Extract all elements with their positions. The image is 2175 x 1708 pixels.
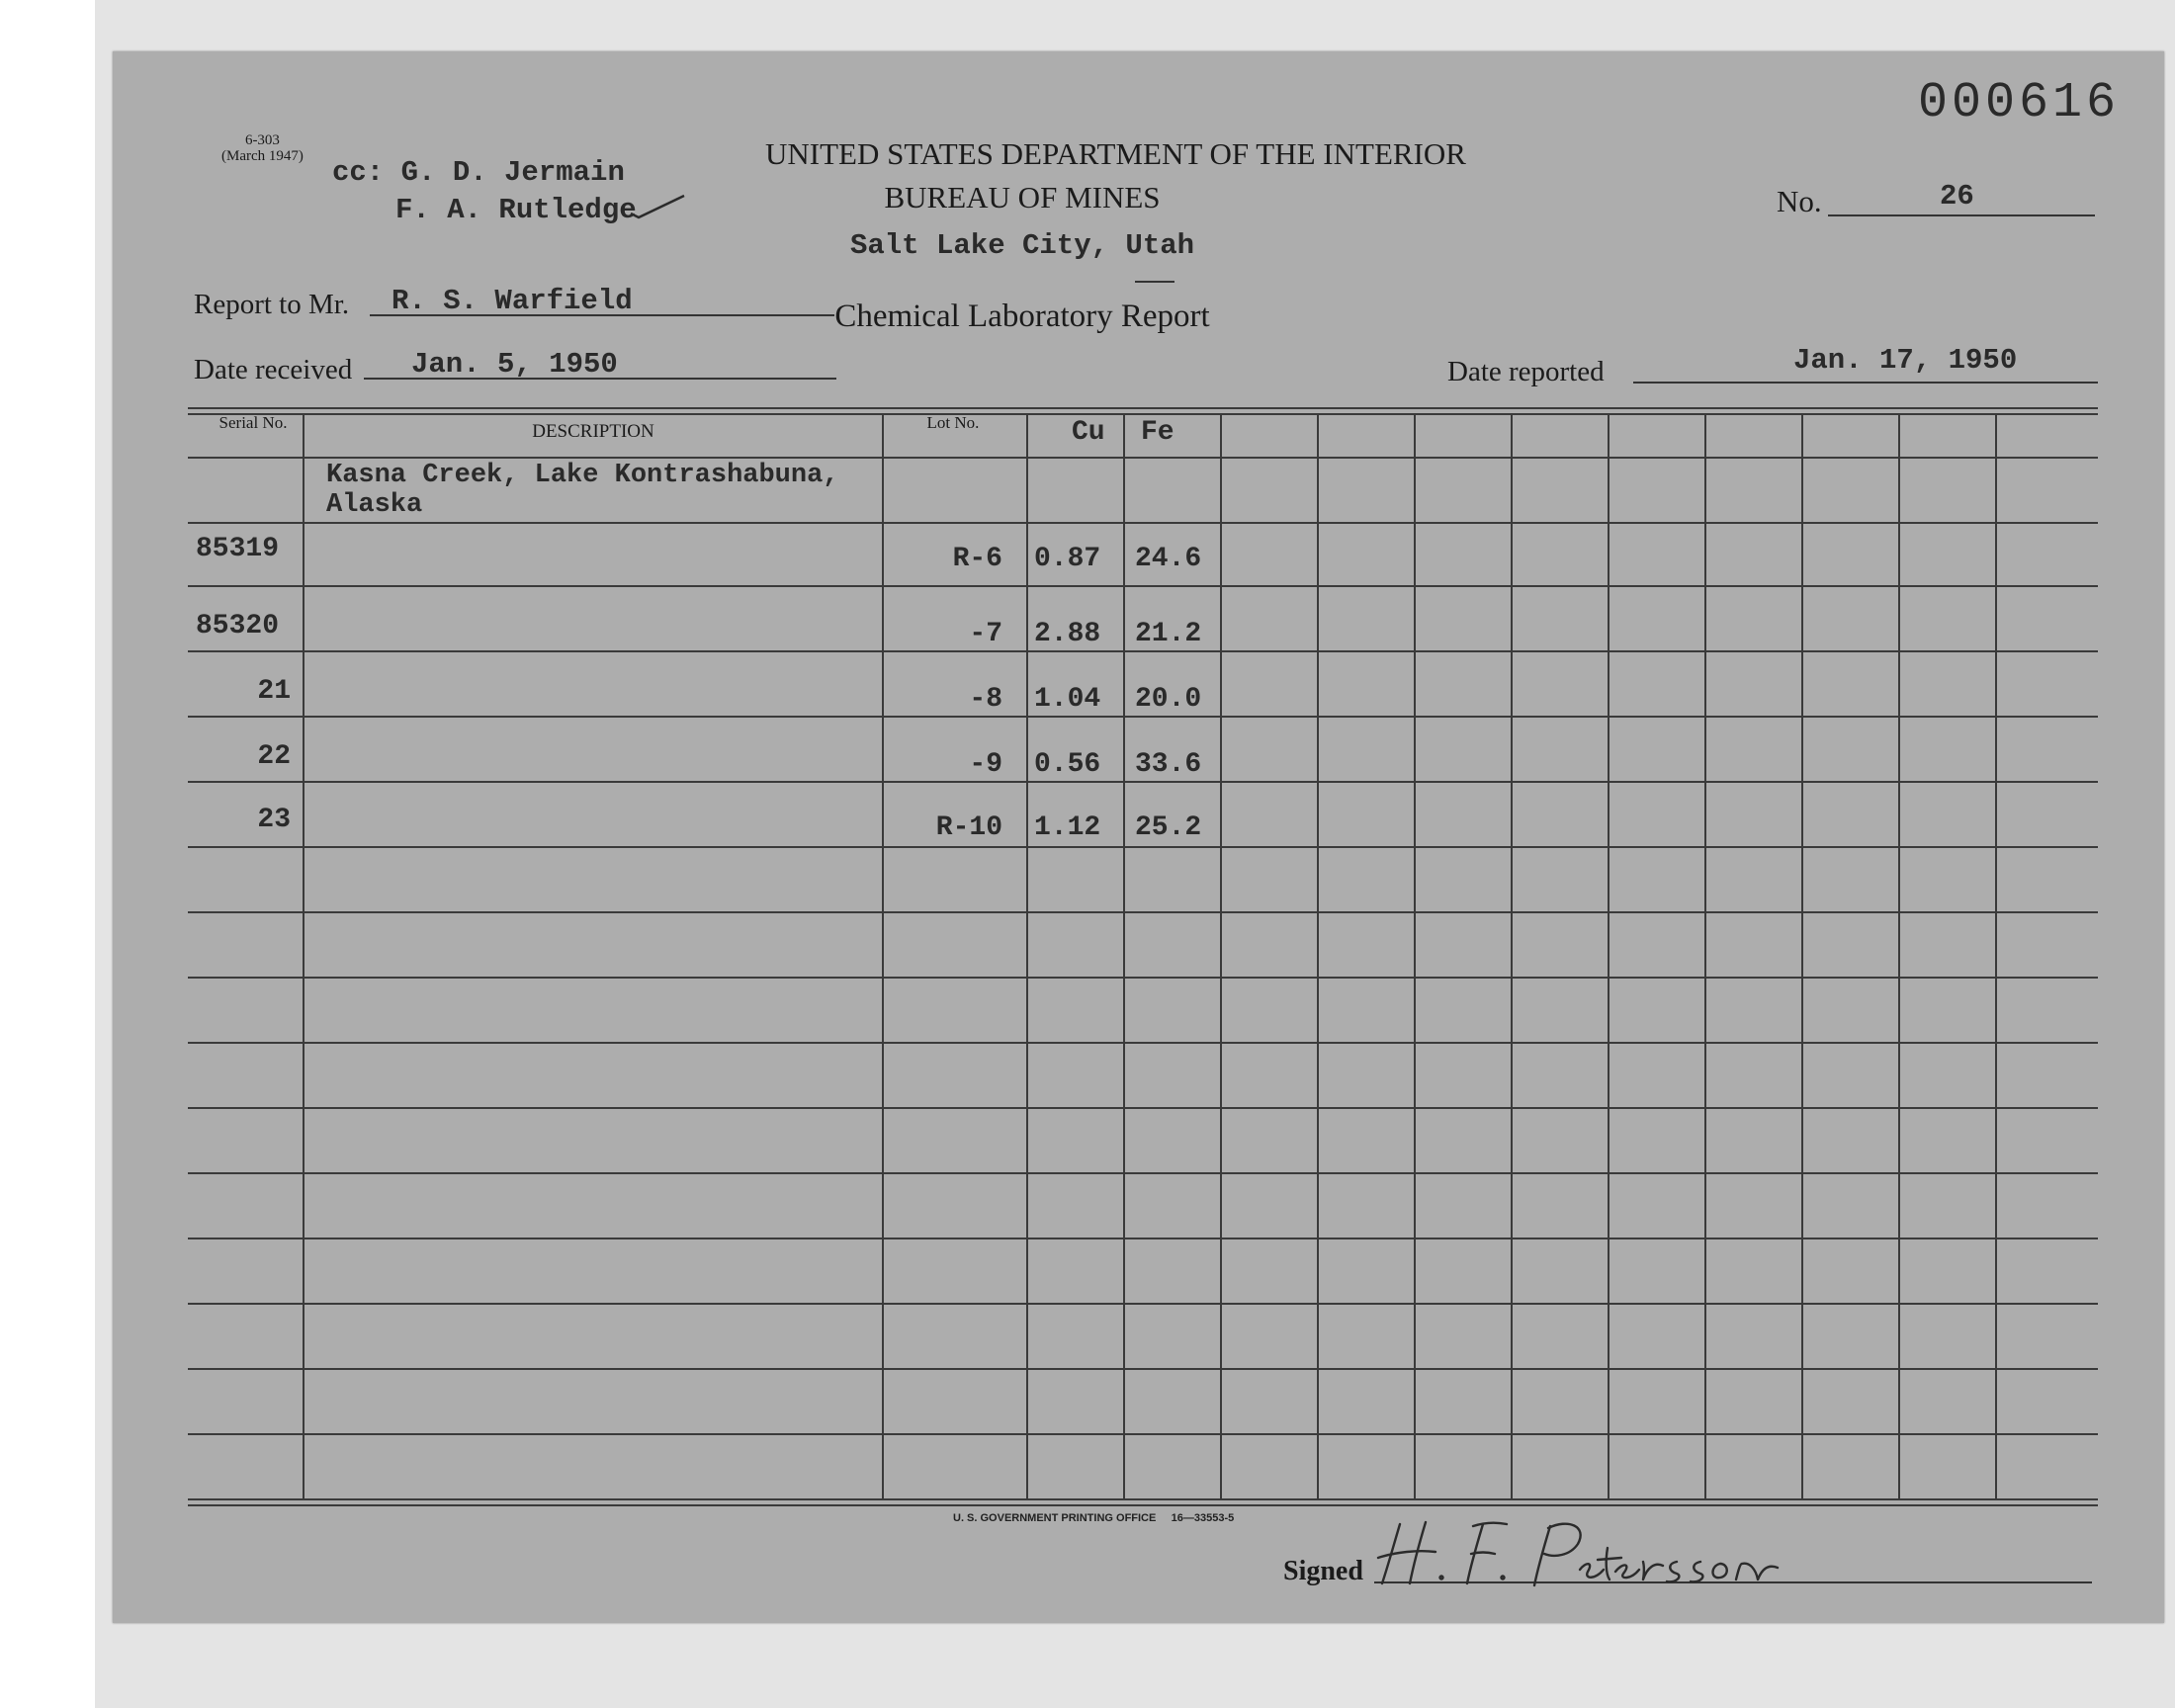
no-value: 26 [1940, 180, 1974, 213]
col-rule [1123, 413, 1125, 1498]
row-4-lot: -9 [969, 749, 1002, 780]
cc-line-2: F. A. Rutledge [395, 194, 637, 226]
report-to-value: R. S. Warfield [392, 285, 633, 317]
signature-image [1374, 1514, 1829, 1593]
date-reported-underline [1633, 382, 2098, 384]
date-reported-label: Date reported [1447, 356, 1605, 387]
row-rule [188, 781, 2098, 783]
date-reported-value: Jan. 17, 1950 [1793, 344, 2018, 377]
sample-description-line-2: Alaska [326, 490, 423, 520]
row-4-cu: 0.56 [1034, 749, 1101, 780]
col-rule [1995, 413, 1997, 1498]
col-rule [882, 413, 884, 1498]
row-5-serial: 23 [257, 805, 291, 835]
row-rule [188, 716, 2098, 718]
date-received-value: Jan. 5, 1950 [411, 348, 618, 381]
row-3-lot: -8 [969, 684, 1002, 715]
col-rule [1704, 413, 1706, 1498]
sample-description [326, 461, 838, 520]
row-rule [188, 911, 2098, 913]
row-rule [188, 1303, 2098, 1305]
no-label: No. [1777, 184, 1822, 218]
no-underline [1828, 214, 2095, 216]
row-1-serial: 85319 [196, 534, 280, 564]
col-rule [1317, 413, 1319, 1498]
date-received-label: Date received [194, 354, 353, 385]
location: Salt Lake City, Utah [849, 229, 1195, 262]
row-rule [188, 522, 2098, 524]
header-serial: Serial No. [218, 413, 288, 432]
checkmark-icon [629, 192, 688, 221]
row-4-fe: 33.6 [1135, 749, 1202, 780]
row-rule [188, 1042, 2098, 1044]
form-number-block [221, 132, 304, 164]
col-rule [1511, 413, 1513, 1498]
col-rule [1220, 413, 1222, 1498]
col-rule [1801, 413, 1803, 1498]
row-1-cu: 0.87 [1034, 544, 1101, 574]
agency-heading: UNITED STATES DEPARTMENT OF THE INTERIOR [765, 136, 1466, 171]
printer-line: U. S. GOVERNMENT PRINTING OFFICE 16—33553-5 [953, 1512, 1235, 1524]
table-bottom-rule [188, 1498, 2098, 1500]
heading-divider [1135, 281, 1174, 283]
col-rule [1608, 413, 1610, 1498]
row-rule [188, 1238, 2098, 1239]
sample-description-line-1: Kasna Creek, Lake Kontrashabuna, [326, 461, 839, 490]
report-to-label: Report to Mr. [194, 289, 350, 320]
header-cu: Cu [1072, 417, 1105, 448]
header-lot: Lot No. [926, 413, 980, 432]
row-rule [188, 1433, 2098, 1435]
row-3-serial: 21 [257, 676, 291, 707]
form-date: (March 1947) [221, 148, 304, 164]
table-top-rule [188, 407, 2098, 409]
row-rule [188, 585, 2098, 587]
row-1-fe: 24.6 [1135, 544, 1202, 574]
row-rule [188, 1172, 2098, 1174]
row-1-lot: R-6 [952, 544, 1002, 574]
report-sheet [113, 51, 2164, 1623]
cc-line-1: cc: G. D. Jermain [332, 156, 625, 189]
row-2-cu: 2.88 [1034, 619, 1101, 649]
header-rule [188, 457, 2098, 459]
table-top-rule-2 [188, 413, 2098, 415]
row-rule [188, 1107, 2098, 1109]
row-5-fe: 25.2 [1135, 812, 1202, 843]
signed-label: Signed [1283, 1556, 1363, 1586]
row-rule [188, 846, 2098, 848]
row-4-serial: 22 [257, 741, 291, 772]
row-3-cu: 1.04 [1034, 684, 1101, 715]
report-title: Chemical Laboratory Report [834, 299, 1210, 334]
col-rule [1026, 413, 1028, 1498]
row-2-fe: 21.2 [1135, 619, 1202, 649]
row-rule [188, 1368, 2098, 1370]
row-5-lot: R-10 [935, 812, 1002, 843]
header-description: DESCRIPTION [532, 421, 654, 442]
row-5-cu: 1.12 [1034, 812, 1101, 843]
row-rule [188, 650, 2098, 652]
col-rule [303, 413, 304, 1498]
row-2-lot: -7 [969, 619, 1002, 649]
page-margin [0, 0, 95, 1708]
stamp-number: 000616 [1918, 75, 2121, 131]
row-rule [188, 977, 2098, 979]
col-rule [1414, 413, 1416, 1498]
header-fe: Fe [1141, 417, 1174, 448]
bureau-heading: BUREAU OF MINES [884, 180, 1161, 214]
form-number: 6-303 [244, 132, 280, 148]
row-2-serial: 85320 [196, 611, 280, 641]
row-3-fe: 20.0 [1135, 684, 1202, 715]
col-rule [1898, 413, 1900, 1498]
table-bottom-rule-2 [188, 1504, 2098, 1506]
